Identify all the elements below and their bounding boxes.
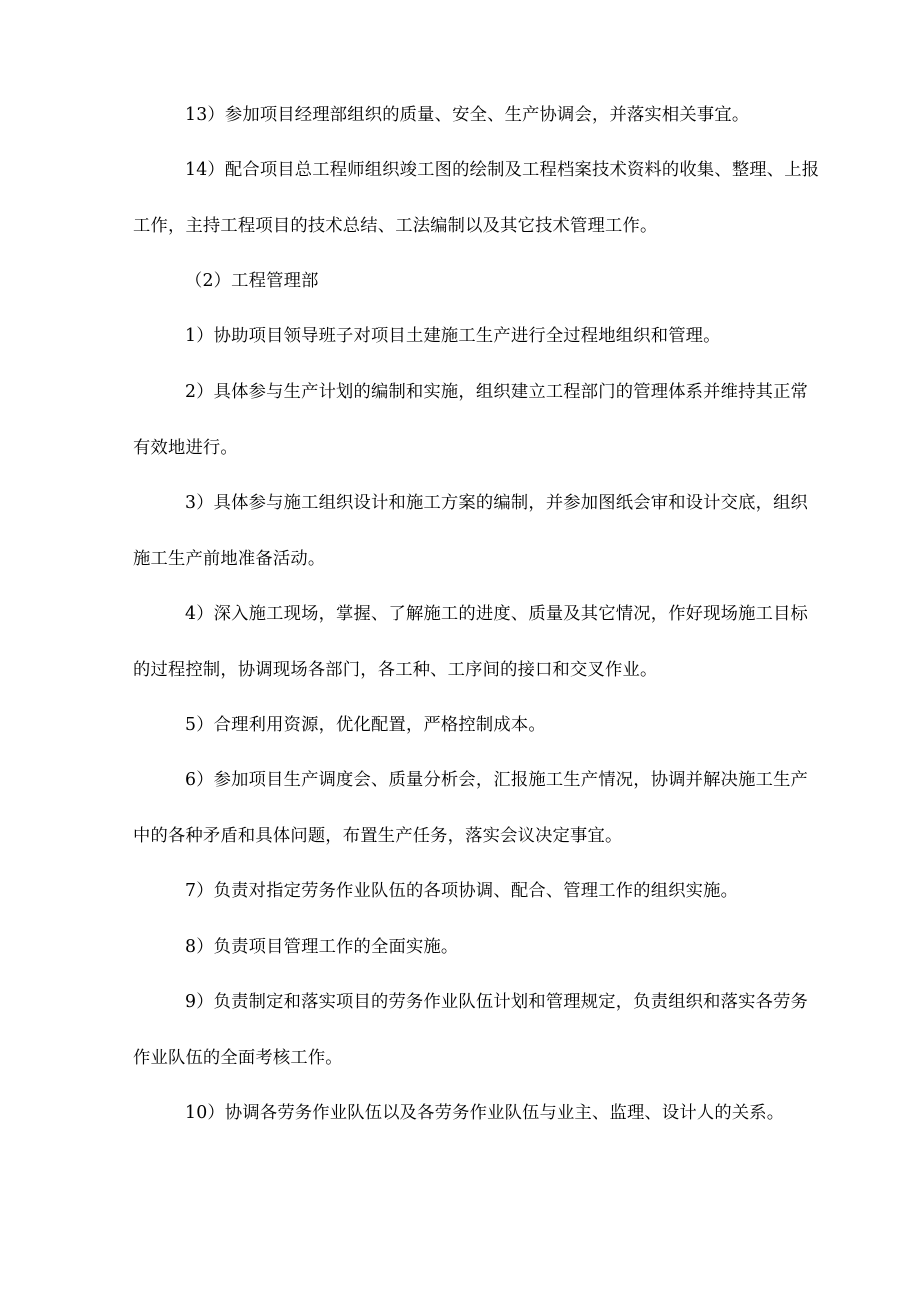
paragraph-1: 1）协助项目领导班子对项目土建施工生产进行全过程地组织和管理。 (185, 326, 721, 346)
section-heading-engineering-dept: （2）工程管理部 (185, 271, 319, 291)
paragraph-9: 9）负责制定和落实项目的劳务作业队伍计划和管理规定，负责组织和落实各劳务作业队伍的全面考核工作。 (133, 992, 809, 1068)
paragraph-7: 7）负责对指定劳务作业队伍的各项协调、配合、管理工作的组织实施。 (185, 881, 739, 901)
paragraph-5: 5）合理利用资源，优化配置，严格控制成本。 (185, 715, 546, 735)
paragraph-14: 14）配合项目总工程师组织竣工图的绘制及工程档案技术资料的收集、整理、上报工作，主持工程项目的技术总结、工法编制以及其它技术管理工作。 (133, 160, 820, 236)
paragraph-8: 8）负责项目管理工作的全面实施。 (185, 937, 459, 957)
paragraph-13: 13）参加项目经理部组织的质量、安全、生产协调会，并落实相关事宜。 (185, 105, 750, 125)
paragraph-6: 6）参加项目生产调度会、质量分析会，汇报施工生产情况，协调并解决施工生产中的各种矛盾和具体问题，布置生产任务，落实会议决定事宜。 (133, 770, 809, 846)
paragraph-3: 3）具体参与施工组织设计和施工方案的编制，并参加图纸会审和设计交底，组织施工生产前地准备活动。 (133, 493, 809, 569)
paragraph-10: 10）协调各劳务作业队伍以及各劳务作业队伍与业主、监理、设计人的关系。 (185, 1103, 785, 1123)
paragraph-4: 4）深入施工现场，掌握、了解施工的进度、质量及其它情况，作好现场施工目标的过程控制，协调现场各部门，各工种、工序间的接口和交叉作业。 (133, 604, 809, 680)
paragraph-2: 2）具体参与生产计划的编制和实施，组织建立工程部门的管理体系并维持其正常有效地进行。 (133, 382, 809, 458)
